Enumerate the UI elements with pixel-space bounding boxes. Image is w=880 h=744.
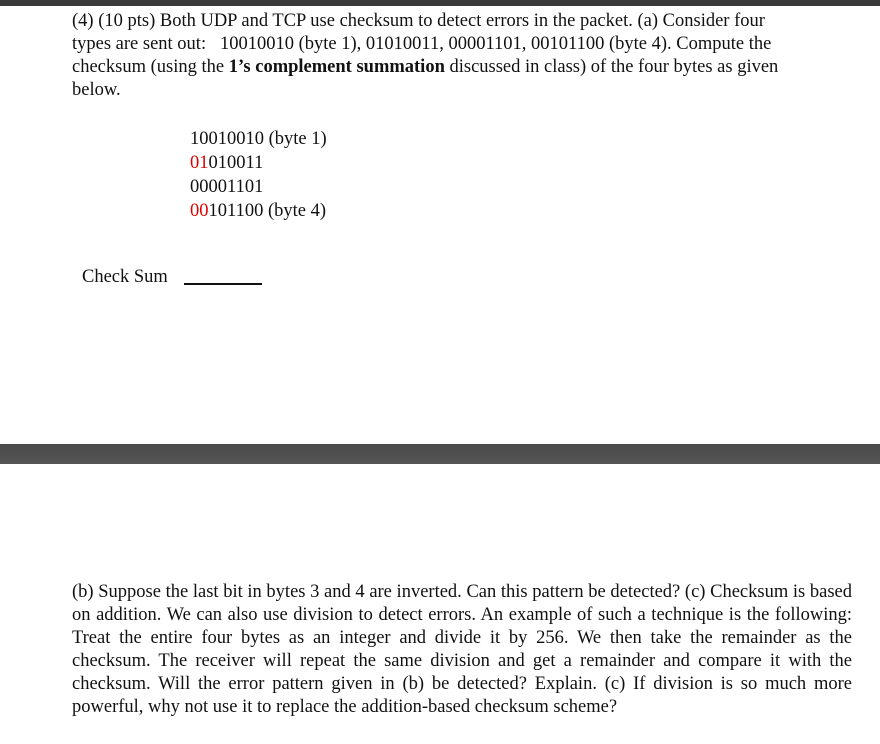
byte-4-rest: 101100 (byte 4) xyxy=(208,201,326,221)
byte-4-red: 00 xyxy=(190,201,209,221)
byte-3-rest: 00001101 xyxy=(190,177,264,197)
byte-2 xyxy=(190,151,327,175)
checksum-row xyxy=(82,265,262,289)
byte-1-rest: 10010010 (byte 1) xyxy=(190,129,327,149)
checksum-label: Check Sum xyxy=(82,267,168,287)
question-a-line-1: (4) (10 pts) Both UDP and TCP use checksum to detect errors in the packet. (a) Consider four xyxy=(72,11,765,31)
byte-2-red: 01 xyxy=(190,153,209,173)
checksum-answer-blank xyxy=(184,283,262,285)
question-a-line-3-bold: 1’s complement summation xyxy=(228,57,445,77)
question-a-text xyxy=(72,10,852,102)
question-a-line-3-post: discussed in class) of the four bytes as given xyxy=(444,57,779,77)
question-a-line-4: below. xyxy=(72,80,121,100)
byte-2-rest: 010011 xyxy=(208,153,264,173)
question-a-line-2: types are sent out: 10010010 (byte 1), 01010011, 00001101, 00101100 (byte 4). Compute the xyxy=(72,34,772,54)
page-separator xyxy=(0,444,880,464)
page-2 xyxy=(0,464,880,744)
byte-4 xyxy=(190,199,327,223)
byte-list xyxy=(190,127,327,223)
question-b-text: (b) Suppose the last bit in bytes 3 and 4 are inverted. Can this pattern be detected? (c) Checksum is based on addition. We can also use division to detect errors. An example of such a technique is the following: Treat the entire four bytes as an integer and divide it by 256. We then take the remainder as the checksum. The receiver will repeat the same division and get a remainder and compare it with the checksum. Will the error pattern given in (b) be detected? Explain. (c) If division is so much more powerful, why not use it to replace the addition-based checksum scheme? xyxy=(72,582,852,717)
byte-3 xyxy=(190,175,327,199)
page-1 xyxy=(0,6,880,444)
byte-1 xyxy=(190,127,327,151)
question-a-line-3-pre: checksum (using the xyxy=(72,57,229,77)
